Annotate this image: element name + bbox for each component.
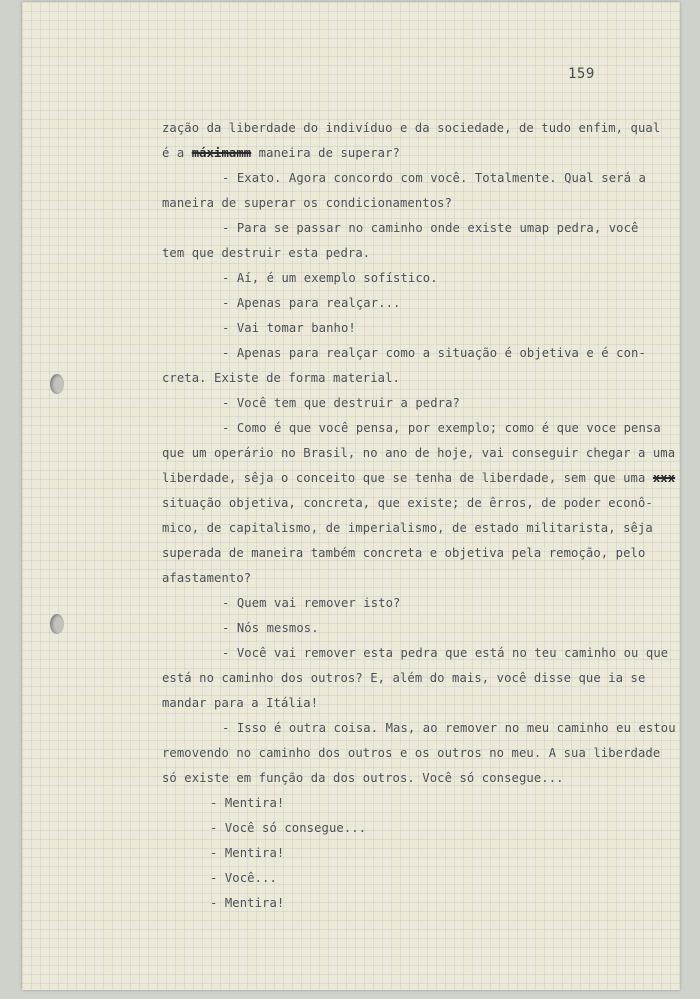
text-line: mico, de capitalismo, de imperialismo, de estado militarista, sêja (162, 521, 653, 535)
text-line: maneira de superar os condicionamentos? (162, 196, 453, 210)
text-line: afastamento? (162, 571, 252, 585)
text-line: superada de maneira também concreta e objetiva pela remoção, pelo (162, 546, 646, 560)
text-line: creta. Existe de forma material. (162, 371, 400, 385)
dialogue-line: - Nós mesmos. (222, 621, 319, 635)
text-line: zação da liberdade do indivíduo e da sociedade, de tudo enfim, qual (162, 121, 661, 135)
dialogue-line: - Exato. Agora concordo com você. Totalmente. Qual será a (222, 171, 646, 185)
text-line: é a máximamm maneira de superar? (162, 146, 400, 160)
dialogue-line: - Mentira! (210, 796, 285, 810)
dialogue-line: - Isso é outra coisa. Mas, ao remover no meu caminho eu estou (222, 721, 676, 735)
dialogue-line: - Você... (210, 871, 277, 885)
typewritten-text (162, 116, 682, 916)
text-line: liberdade, sêja o conceito que se tenha de liberdade, sem que uma xxx (162, 471, 676, 485)
punch-hole-bottom (50, 614, 64, 634)
dialogue-line: - Vai tomar banho! (222, 321, 356, 335)
dialogue-line: - Quem vai remover isto? (222, 596, 401, 610)
dialogue-line: - Apenas para realçar... (222, 296, 401, 310)
text-line: removendo no caminho dos outros e os outros no meu. A sua liberdade (162, 746, 661, 760)
text-line: tem que destruir esta pedra. (162, 246, 371, 260)
dialogue-line: - Mentira! (210, 896, 285, 910)
struck-out-word: xxx (652, 471, 676, 485)
struck-out-word: máximamm (191, 146, 252, 160)
dialogue-line: - Como é que você pensa, por exemplo; como é que voce pensa (222, 421, 661, 435)
typed-page (22, 2, 680, 990)
punch-hole-top (50, 374, 64, 394)
dialogue-line: - Aí, é um exemplo sofístico. (222, 271, 438, 285)
dialogue-line: - Você vai remover esta pedra que está no teu caminho ou que (222, 646, 669, 660)
dialogue-line: - Você só consegue... (210, 821, 367, 835)
dialogue-line: - Você tem que destruir a pedra? (222, 396, 460, 410)
text-line: situação objetiva, concreta, que existe; de êrros, de poder econô- (162, 496, 653, 510)
page-number: 159 (568, 66, 595, 82)
dialogue-line: - Apenas para realçar como a situação é objetiva e é con- (222, 346, 646, 360)
text-line: está no caminho dos outros? E, além do mais, você disse que ia se (162, 671, 646, 685)
text-line: que um operário no Brasil, no ano de hoje, vai conseguir chegar a uma (162, 446, 676, 460)
dialogue-line: - Mentira! (210, 846, 285, 860)
text-line: só existe em função da dos outros. Você só consegue... (162, 771, 564, 785)
dialogue-line: - Para se passar no caminho onde existe umap pedra, você (222, 221, 639, 235)
text-line: mandar para a Itália! (162, 696, 319, 710)
